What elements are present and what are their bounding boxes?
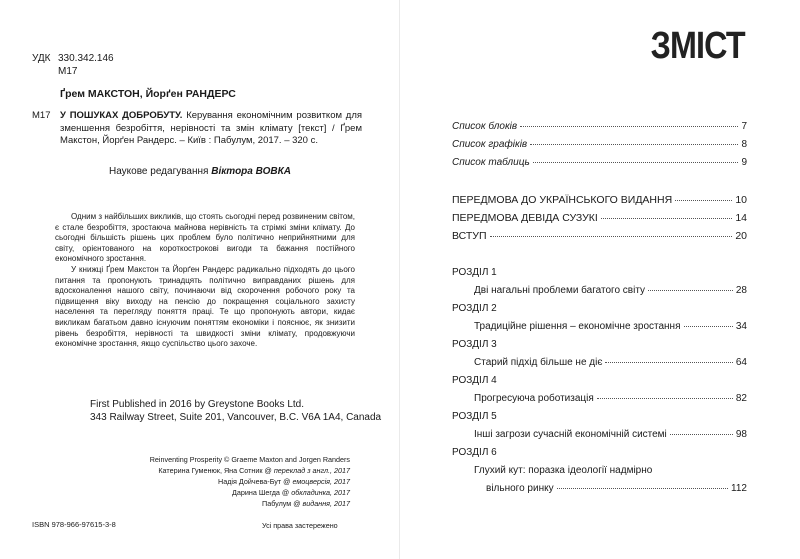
- copyright-line: Дарина Шегда @ обкладинка, 2017: [231, 488, 350, 497]
- publication-info: [90, 398, 381, 424]
- isbn: ISBN 978-966-97615-3-8: [32, 520, 116, 529]
- dot-leader: [684, 326, 733, 327]
- editor-prefix: Наукове редагування: [109, 166, 209, 177]
- toc-entry-introduction[interactable]: ВСТУП 20: [452, 230, 747, 242]
- chapter-label: РОЗДІЛ 2: [452, 303, 497, 314]
- dot-leader: [675, 200, 732, 201]
- chapter-label: РОЗДІЛ 3: [452, 339, 497, 350]
- toc-entry-list-blocks[interactable]: Список блоків 7: [452, 121, 747, 132]
- udk-block: [32, 52, 114, 78]
- toc-entry-list-charts[interactable]: Список графіків 8: [452, 139, 747, 150]
- dot-leader: [670, 434, 733, 435]
- authors: Ґрем МАКСТОН, Йорґен РАНДЕРС: [60, 88, 236, 100]
- toc-entry-chapter-5[interactable]: Інші загрози сучасній економічній системі 98: [474, 429, 747, 440]
- publication-line-1: First Published in 2016 by Greystone Books Ltd.: [90, 399, 305, 410]
- copyright-line: Пабулум @ видання, 2017: [262, 499, 350, 508]
- chapter-label: РОЗДІЛ 1: [452, 267, 497, 278]
- dot-leader: [597, 398, 733, 399]
- catalog-code: М17: [32, 110, 51, 121]
- abstract-paragraph-1: Одним з найбільших викликів, що стоять сьогодні перед розвиненим світом, є стале безробіття, зростаюча майнова нерівність та стрімкі зміни клімату. До сьогодні більшість рішень цих проблем було політично неприйнятними для світу, орієнтованого на короткострокові вигоди та бажання постійного економічного зростання.: [55, 212, 355, 264]
- editor-name: Віктора ВОВКА: [211, 166, 291, 177]
- catalog-entry: [32, 110, 362, 148]
- toc-entry-preface-suzuki[interactable]: ПЕРЕДМОВА ДЕВІДА СУЗУКІ 14: [452, 212, 747, 224]
- copyright-line: Reinventing Prosperity © Graeme Maxton and Jorgen Randers: [149, 455, 350, 464]
- toc-entry-preface-ukrainian[interactable]: ПЕРЕДМОВА ДО УКРАЇНСЬКОГО ВИДАННЯ 10: [452, 194, 747, 206]
- catalog-title: У ПОШУКАХ ДОБРОБУТУ.: [60, 110, 183, 121]
- editor-line: [0, 166, 400, 177]
- chapter-label: РОЗДІЛ 4: [452, 375, 497, 386]
- toc-entry-chapter-1[interactable]: Дві нагальні проблеми багатого світу 28: [474, 285, 747, 296]
- rights-reserved: Усі права застережено: [262, 521, 338, 530]
- dot-leader: [601, 218, 732, 219]
- copyright-block: [150, 454, 350, 509]
- publication-line-2: 343 Railway Street, Suite 201, Vancouver, B.C. V6A 1A4, Canada: [90, 412, 382, 423]
- toc-title: ЗМІСТ: [650, 25, 745, 67]
- chapter-label: РОЗДІЛ 6: [452, 447, 497, 458]
- dot-leader: [490, 236, 733, 237]
- dot-leader: [557, 488, 728, 489]
- catalog-text-block: [60, 110, 362, 148]
- author-mark: М17: [58, 66, 78, 77]
- abstract-paragraph-2: У книжці Ґрем Макстон та Йорґен Рандерс радикально підходять до цього питання та пропонують тринадцять політично виправданих рішень для вдосконалення нашого світу, починаючи від скорочення робочого року та підвищення віку виходу на пенсію до покращення соціального захисту населення та перегляду поняття праці. Те що пропонують автори, кидає викликам багатьом давно існуючим поняттям економіки і пояснює, як знизити рівень безробіття, нерівності та швидкості зміни клімату, продовжуючи економічне зростання, якщо суспільство цього захоче.: [55, 264, 355, 349]
- copyright-line: Катерина Гуменюк, Яна Сотник @ переклад з англ., 2017: [158, 466, 350, 475]
- toc-entry-chapter-4[interactable]: Прогресуюча роботизація 82: [474, 393, 747, 404]
- toc-entry-chapter-2[interactable]: Традиційне рішення – економічне зростання 34: [474, 321, 747, 332]
- udk-label: УДК: [32, 53, 51, 64]
- dot-leader: [520, 126, 738, 127]
- udk-value: 330.342.146: [58, 53, 114, 64]
- toc-entry-chapter-6[interactable]: вільного ринку 112: [486, 483, 747, 494]
- copyright-line: Надія Дойчева-Бут @ емоцверсія, 2017: [218, 477, 350, 486]
- toc-entry-list-tables[interactable]: Список таблиць 9: [452, 157, 747, 168]
- dot-leader: [533, 162, 739, 163]
- toc-entry-chapter-6-line-1[interactable]: Глухий кут: поразка ідеології надмірно: [474, 465, 653, 476]
- dot-leader: [648, 290, 733, 291]
- abstract: [55, 212, 355, 350]
- chapter-label: РОЗДІЛ 5: [452, 411, 497, 422]
- dot-leader: [605, 362, 732, 363]
- toc-entry-chapter-3[interactable]: Старий підхід більше не діє 64: [474, 357, 747, 368]
- dot-leader: [530, 144, 738, 145]
- catalog-description: Керування економічним розвитком для зменшення безробіття, нерівності та змін клімату [текст] / Ґрем Макстон, Йорґен Рандерс. – Київ : Пабулум, 2017. – 320 с.: [60, 110, 363, 146]
